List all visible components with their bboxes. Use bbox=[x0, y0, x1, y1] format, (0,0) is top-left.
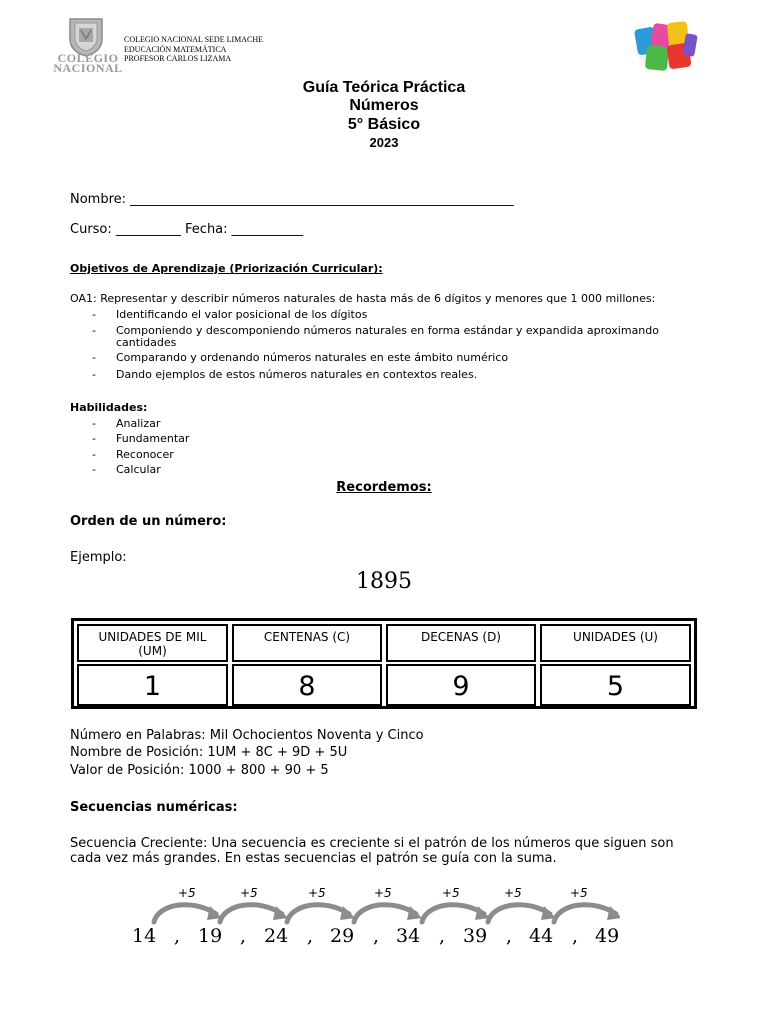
recall-heading: Recordemos: bbox=[336, 480, 432, 495]
skill-item: - Analizar bbox=[92, 417, 161, 430]
course-date-field[interactable]: Curso: __________ Fecha: ___________ bbox=[70, 222, 304, 237]
arrow-icon bbox=[354, 905, 422, 922]
order-heading: Orden de un número: bbox=[70, 514, 227, 529]
sequence-separator: , bbox=[373, 925, 380, 947]
step-label: +5 bbox=[570, 886, 588, 900]
objective-item: - Dando ejemplos de estos números naturales en contextos reales. bbox=[92, 368, 478, 381]
oa1-text: OA1: Representar y describir números naturales de hasta más de 6 dígitos y menores que 1 000 millones: bbox=[70, 292, 656, 305]
sequences-heading: Secuencias numéricas: bbox=[70, 800, 238, 815]
guide-year: 2023 bbox=[369, 135, 399, 150]
number-in-words: Número en Palabras: Mil Ochocientos Noventa y Cinco bbox=[70, 728, 424, 743]
teacher-name: PROFESOR CARLOS LIZAMA bbox=[124, 54, 232, 63]
objective-item: - Identificando el valor posicional de los dígitos bbox=[92, 308, 368, 321]
arrow-icon bbox=[422, 905, 490, 922]
skill-item: - Fundamentar bbox=[92, 432, 190, 445]
skill-item: - Calcular bbox=[92, 463, 161, 476]
step-label: +5 bbox=[374, 886, 392, 900]
header-hundreds: CENTENAS (C) bbox=[232, 624, 382, 662]
sequence-number: 14 bbox=[132, 925, 157, 947]
arrow-icon bbox=[220, 905, 288, 922]
step-label: +5 bbox=[442, 886, 460, 900]
school-name: COLEGIO NACIONAL SEDE LIMACHE bbox=[124, 35, 264, 44]
logo-wordmark: COLEGIO NACIONAL bbox=[53, 51, 123, 75]
sequence-separator: , bbox=[572, 925, 579, 947]
value-tens: 9 bbox=[386, 664, 536, 706]
step-label: +5 bbox=[178, 886, 196, 900]
step-label: +5 bbox=[308, 886, 326, 900]
example-number: 1895 bbox=[356, 569, 412, 594]
arrow-icon bbox=[488, 905, 556, 922]
sequence-number: 19 bbox=[198, 925, 223, 947]
sequence-separator: , bbox=[506, 925, 513, 947]
arrow-icon bbox=[554, 905, 620, 922]
example-label: Ejemplo: bbox=[70, 550, 127, 565]
colorful-numbers-icon bbox=[632, 18, 700, 74]
arrow-icon bbox=[154, 905, 222, 922]
value-units: 5 bbox=[540, 664, 691, 706]
sequence-number: 39 bbox=[463, 925, 488, 947]
objective-item: - Comparando y ordenando números naturales en este ámbito numérico bbox=[92, 351, 509, 364]
sequence-separator: , bbox=[307, 925, 314, 947]
step-label: +5 bbox=[504, 886, 522, 900]
guide-grade: 5° Básico bbox=[347, 116, 421, 133]
guide-subject: Números bbox=[349, 97, 419, 114]
sequence-description-line2: cada vez más grandes. En estas secuencias el patrón se guía con la suma. bbox=[70, 851, 557, 866]
header-thousands: UNIDADES DE MIL (UM) bbox=[77, 624, 228, 662]
sequence-number: 49 bbox=[595, 925, 620, 947]
value-thousands: 1 bbox=[77, 664, 228, 706]
objective-item: - Componiendo y descomponiendo números naturales en forma estándar y expandida aproximando bbox=[92, 324, 659, 337]
skills-heading: Habilidades: bbox=[70, 401, 148, 414]
step-label: +5 bbox=[240, 886, 258, 900]
sequence-separator: , bbox=[174, 925, 181, 947]
objectives-heading: Objetivos de Aprendizaje (Priorización Curricular): bbox=[70, 262, 383, 275]
sequence-description-line1: Secuencia Creciente: Una secuencia es creciente si el patrón de los números que siguen son bbox=[70, 836, 674, 851]
position-name: Nombre de Posición: 1UM + 8C + 9D + 5U bbox=[70, 745, 348, 760]
header-info bbox=[124, 35, 263, 64]
sequence-number: 24 bbox=[264, 925, 289, 947]
department-name: EDUCACIÓN MATEMÁTICA bbox=[124, 44, 227, 54]
guide-title: Guía Teórica Práctica bbox=[302, 79, 466, 96]
header-units: UNIDADES (U) bbox=[540, 624, 691, 662]
skill-item: - Reconocer bbox=[92, 448, 174, 461]
position-value: Valor de Posición: 1000 + 800 + 90 + 5 bbox=[70, 763, 329, 778]
arrow-icon bbox=[287, 905, 355, 922]
value-hundreds: 8 bbox=[232, 664, 382, 706]
sequence-number: 44 bbox=[529, 925, 554, 947]
sequence-number: 34 bbox=[396, 925, 421, 947]
sequence-arrows bbox=[140, 896, 620, 928]
objective-item-continued: cantidades bbox=[116, 336, 177, 349]
sequence-number: 29 bbox=[330, 925, 355, 947]
header-tens: DECENAS (D) bbox=[386, 624, 536, 662]
place-value-table bbox=[71, 618, 697, 709]
name-field[interactable]: Nombre: ___________________________________________________________ bbox=[70, 192, 514, 207]
sequence-separator: , bbox=[240, 925, 247, 947]
sequence-separator: , bbox=[439, 925, 446, 947]
